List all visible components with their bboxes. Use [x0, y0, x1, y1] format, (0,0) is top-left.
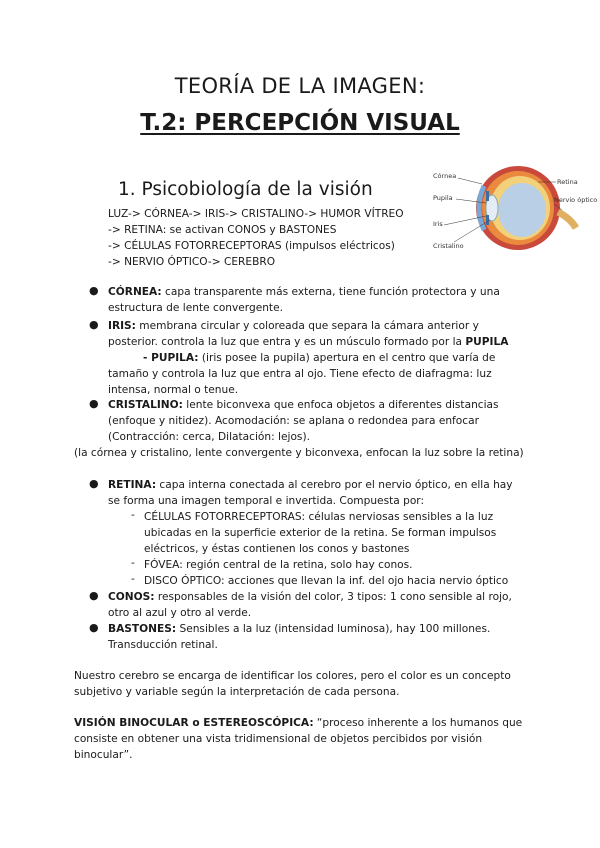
binocular-line2: consiste en obtener una vista tridimensional de objetos percibidos por visión	[74, 733, 483, 745]
bullet-dot: ●	[89, 477, 99, 490]
retina-sub-item: FÓVEA: región central de la retina, solo hay conos.	[144, 559, 413, 571]
cristalino-line2: (enfoque y nitidez). Acomodación: se aplana o redondea para enfocar	[108, 415, 479, 427]
section-heading: 1. Psicobiología de la visión	[118, 179, 373, 200]
label-retina: Retina	[557, 178, 578, 186]
binocular-term: VISIÓN BINOCULAR o ESTEREOSCÓPICA:	[74, 717, 314, 729]
pupila-term: PUPILA	[465, 336, 509, 348]
page-title: TEORÍA DE LA IMAGEN:	[174, 74, 426, 98]
retina-item	[108, 477, 513, 493]
iris-item	[108, 318, 479, 334]
pupila-text: (iris posee la pupila) apertura en el centro que varía de	[198, 352, 496, 364]
eye-iris-bottom	[486, 215, 489, 225]
paragraph-line: Nuestro cerebro se encarga de identificar los colores, pero el color es un concepto	[74, 670, 511, 682]
eye-optic-nerve	[558, 212, 576, 228]
iris-line4: tamaño y controla la luz que entra al ojo. Tiene efecto de diafragma: luz	[108, 368, 492, 380]
conos-text: responsables de la visión del color, 3 tipos: 1 cono sensible al rojo,	[154, 591, 512, 603]
paragraph-line: subjetivo y variable según la interpretación de cada persona.	[74, 686, 400, 698]
iris-line5: intensa, normal o tenue.	[108, 384, 239, 396]
cornea-text: capa transparente más externa, tiene función protectora y una	[161, 286, 500, 298]
note-line: (la córnea y cristalino, lente convergente y biconvexa, enfocan la luz sobre la retina)	[74, 447, 524, 459]
retina-term: RETINA:	[108, 479, 157, 491]
cristalino-item	[108, 397, 499, 413]
retina-sub-item: DISCO ÓPTICO: acciones que llevan la inf. del ojo hacia nervio óptico	[144, 575, 509, 587]
cristalino-text: lente biconvexa que enfoca objetos a diferentes distancias	[182, 399, 499, 411]
label-cornea: Córnea	[433, 172, 457, 180]
conos-term: CONOS:	[108, 591, 155, 603]
bastones-text: Sensibles a la luz (intensidad luminosa), hay 100 millones.	[176, 623, 491, 635]
label-pupila: Pupila	[433, 194, 453, 202]
cornea-line2: estructura de lente convergente.	[108, 302, 283, 314]
bastones-item	[108, 621, 490, 637]
retina-sub-line: ubicadas en la superficie exterior de la retina. Se forman impulsos	[144, 527, 497, 539]
dash-marker: -	[131, 557, 135, 569]
bullet-dot: ●	[89, 621, 99, 634]
bastones-term: BASTONES:	[108, 623, 177, 635]
label-cristalino: Cristalino	[433, 242, 464, 250]
bullet-dot: ●	[89, 397, 99, 410]
cristalino-line3: (Contracción: cerca, Dilatación: lejos).	[108, 431, 310, 443]
flow-line: -> NERVIO ÓPTICO-> CEREBRO	[108, 256, 276, 268]
conos-item	[108, 589, 512, 605]
cristalino-term: CRISTALINO:	[108, 399, 183, 411]
retina-line2: se forma una imagen temporal e invertida. Compuesta por:	[108, 495, 425, 507]
bullet-dot: ●	[89, 589, 99, 602]
eye-diagram	[430, 158, 598, 258]
pupila-item	[143, 350, 495, 366]
binocular-item	[74, 715, 522, 731]
bullet-dot: ●	[89, 284, 99, 297]
cornea-term: CÓRNEA:	[108, 286, 162, 298]
bullet-dot: ●	[89, 318, 99, 331]
iris-term: IRIS:	[108, 320, 136, 332]
flow-line: LUZ-> CÓRNEA-> IRIS-> CRISTALINO-> HUMOR VÍTREO	[108, 208, 404, 220]
binocular-text: “proceso inherente a los humanos que	[313, 717, 523, 729]
cornea-item	[108, 284, 500, 300]
bastones-line2: Transducción retinal.	[108, 639, 218, 651]
dash-marker: -	[131, 509, 135, 521]
eye-iris-top	[486, 191, 489, 201]
retina-text: capa interna conectada al cerebro por el nervio óptico, en ella hay	[156, 479, 513, 491]
iris-text: membrana circular y coloreada que separa la cámara anterior y	[135, 320, 479, 332]
conos-line2: otro al azul y otro al verde.	[108, 607, 252, 619]
eye-vitreous	[498, 183, 546, 237]
retina-sub-line: eléctricos, y éstas contienen los conos y bastones	[144, 543, 410, 555]
iris-line2-text: posterior. controla la luz que entra y es un músculo formado por la	[108, 336, 466, 348]
flow-line: -> RETINA: se activan CONOS y BASTONES	[108, 224, 337, 236]
retina-sub-item: CÉLULAS FOTORRECEPTORAS: células nerviosas sensibles a la luz	[144, 511, 494, 523]
pupila-sub-term: - PUPILA:	[143, 352, 199, 364]
label-iris: Iris	[433, 220, 443, 228]
label-nervio: Nervio óptico	[554, 196, 598, 204]
iris-line2	[108, 334, 508, 350]
binocular-line3: binocular”.	[74, 749, 133, 761]
page-subtitle: T.2: PERCEPCIÓN VISUAL	[140, 110, 460, 136]
dash-marker: -	[131, 573, 135, 585]
flow-line: -> CÉLULAS FOTORRECEPTORAS (impulsos eléctricos)	[108, 240, 395, 252]
